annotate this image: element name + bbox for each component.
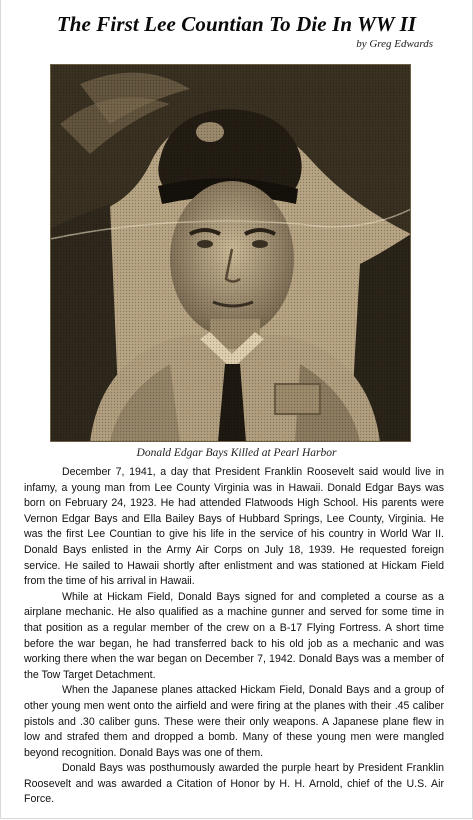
article-paragraph: December 7, 1941, a day that President Franklin Roosevelt said would live in infamy, a young man from Lee County Virginia was in Hawaii. Donald Edgar Bays was born on February 24, 1923. He had attended Flatwoods High School. His parents were Vernon Edgar Bays and Ella Bailey Bays of Hubbard Springs, Lee County, Virginia. He was the first Lee Countian to give his life in the service of his country in World War II. Donald Bays enlisted in the Army Air Corps on July 18, 1939. He requested foreign service. He sailed to Hawaii shortly after enlistment and was stationed at Hickam Field from the time of his arrival in Hawaii. — [24, 466, 444, 588]
article-paragraph: While at Hickam Field, Donald Bays signed for and completed a course as a airplane mechanic. He also qualified as a machine gunner and served for some time in that position as a regular member of the crew on a B-17 Flying Fortress. A short time before the war began, he had transferred back to his old job as a mechanic and was working there when the war began on December 7, 1942. Donald Bays was a member of the Tow Target Detachment. — [24, 590, 444, 681]
article-body — [24, 465, 444, 808]
portrait-photo — [50, 64, 411, 442]
article-paragraph: When the Japanese planes attacked Hickam Field, Donald Bays and a group of other young men went onto the airfield and were firing at the planes with their .45 caliber pistols and .30 caliber guns. These were their only weapons. A Japanese plane flew in low and strafed them and dropped a bomb. Many of these young men were mangled beyond recognition. Donald Bays was one of them. — [24, 684, 444, 759]
article-title: The First Lee Countian To Die In WW II — [56, 12, 417, 36]
article-paragraph: Donald Bays was posthumously awarded the purple heart by President Franklin Roosevelt and was awarded a Citation of Honor by H. H. Arnold, chief of the U.S. Air Force. — [24, 762, 444, 806]
photo-caption: Donald Edgar Bays Killed at Pearl Harbor — [136, 447, 337, 459]
byline: by Greg Edwards — [356, 38, 433, 50]
portrait-photo-image — [50, 64, 411, 442]
